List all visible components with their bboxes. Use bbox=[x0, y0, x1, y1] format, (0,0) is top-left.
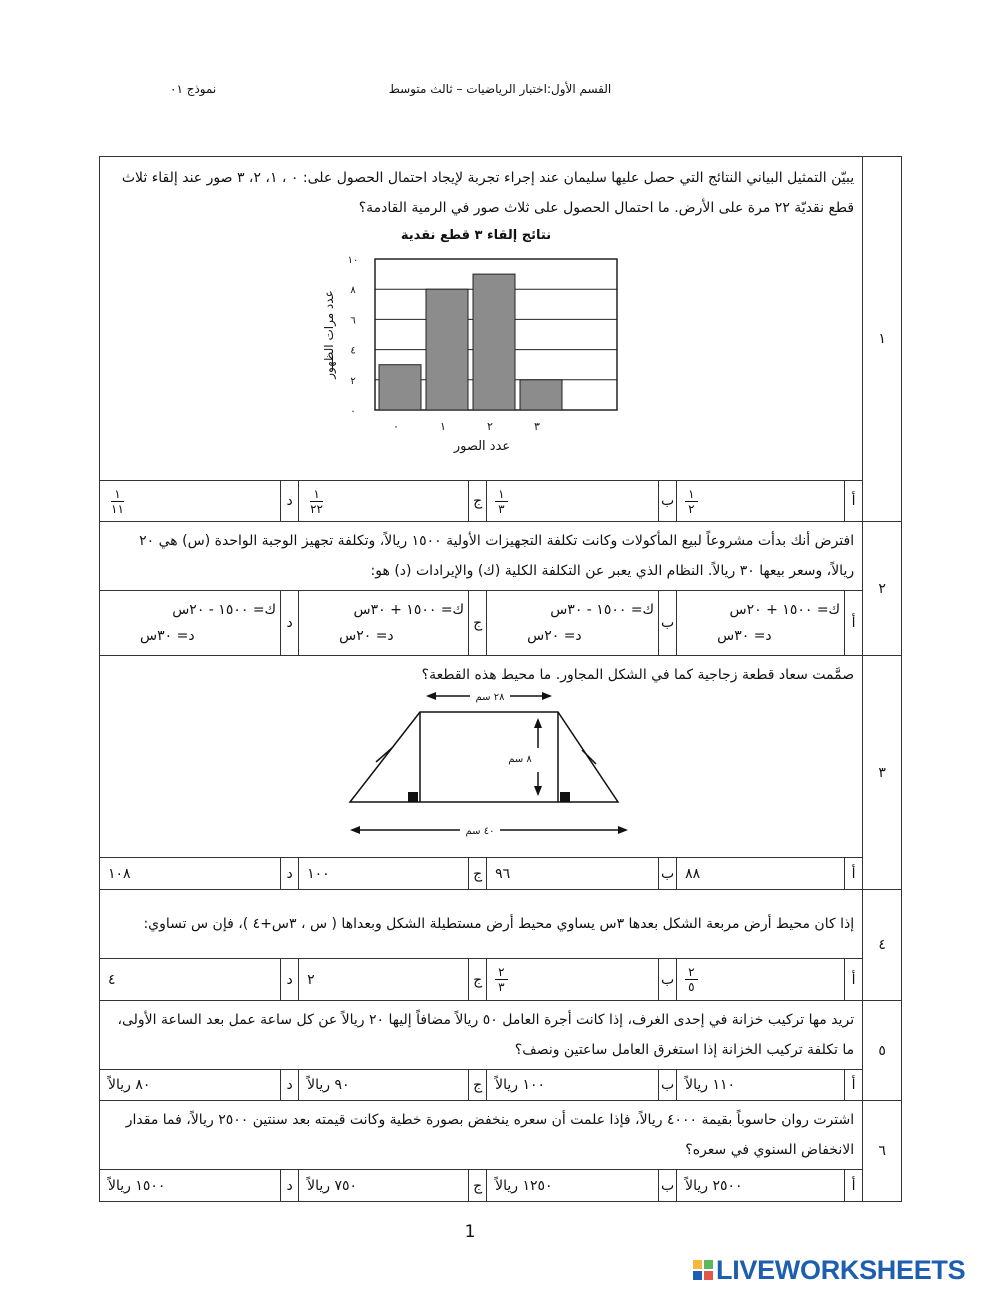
arrowhead bbox=[542, 692, 552, 700]
y-tick-label: ١٠ bbox=[347, 254, 359, 266]
bar bbox=[379, 364, 421, 409]
option-label: د bbox=[281, 1170, 299, 1202]
option-label: ج bbox=[469, 1170, 487, 1202]
option-c[interactable] bbox=[299, 591, 469, 656]
bar bbox=[473, 274, 515, 410]
x-tick-label: ٣ bbox=[534, 419, 541, 433]
x-tick-label: ٠ bbox=[393, 419, 400, 433]
arrowhead bbox=[534, 786, 542, 796]
equation-line: ك= ١٥٠٠ + ٢٠س bbox=[729, 602, 841, 618]
fraction: $\frac{٢}{٥}$ bbox=[685, 966, 697, 993]
y-tick-label: ٢ bbox=[350, 375, 356, 387]
equation-line: د= ٢٠س bbox=[339, 628, 394, 644]
fraction: $\frac{٢}{٣}$ bbox=[495, 966, 507, 993]
arrowhead bbox=[350, 826, 360, 834]
option-b[interactable]: ٩٦ bbox=[487, 858, 659, 890]
equation-line: د= ٢٠س bbox=[527, 628, 582, 644]
bar bbox=[426, 289, 468, 410]
question-text: افترض أنك بدأت مشروعاً لبيع المأكولات وكانت تكلفة التجهيزات الأولية ١٥٠٠ ريالاً، وتكلفة تجهيز الوجبة الواحدة (س) هي ٢٠ ريالاً، وسعر بيعها ٣٠ ريالاً. النظام الذي يعبر عن التكلفة الكلية (ك) والإيرادات (د) هو: bbox=[100, 522, 863, 591]
equation-line: د= ٣٠س bbox=[717, 628, 772, 644]
question-number: ٤ bbox=[863, 890, 902, 1001]
option-label: د bbox=[281, 591, 299, 656]
option-label: ب bbox=[659, 591, 677, 656]
option-c[interactable]: ٩٠ ريالاً bbox=[299, 1070, 469, 1101]
option-d[interactable]: ٨٠ ريالاً bbox=[100, 1070, 281, 1101]
option-b[interactable] bbox=[487, 959, 659, 1001]
right-angle-marker bbox=[408, 792, 418, 802]
option-a[interactable] bbox=[677, 481, 845, 522]
arrowhead bbox=[618, 826, 628, 834]
tick-mark bbox=[376, 748, 392, 762]
fraction: $\frac{١}{١١}$ bbox=[111, 486, 124, 516]
option-d[interactable] bbox=[100, 591, 281, 656]
question-text: صمَّمت سعاد قطعة زجاجية كما في الشكل المجاور. ما محيط هذه القطعة؟ bbox=[421, 667, 855, 683]
option-label: أ bbox=[845, 1070, 863, 1101]
arrowhead bbox=[426, 692, 436, 700]
top-base-label: ٢٨ سم bbox=[475, 692, 505, 703]
option-c[interactable] bbox=[299, 481, 469, 522]
brand-name: LIVEWORKSHEETS bbox=[716, 1254, 966, 1285]
model-number: نموذج ٠١ bbox=[170, 82, 217, 96]
y-tick-label: ٦ bbox=[350, 314, 356, 326]
chart-title: نتائج إلقاء ٣ قطع نقدية bbox=[400, 227, 552, 243]
x-axis-label: عدد الصور bbox=[453, 438, 511, 454]
right-angle-marker bbox=[560, 792, 570, 802]
question-number: ٣ bbox=[863, 656, 902, 890]
option-label: د bbox=[281, 1070, 299, 1101]
option-label: ب bbox=[659, 858, 677, 890]
exam-table bbox=[99, 156, 902, 1202]
option-d[interactable]: ١٠٨ bbox=[100, 858, 281, 890]
option-label: ج bbox=[469, 481, 487, 522]
bar-chart bbox=[317, 223, 647, 475]
option-a[interactable]: ١١٠ ريالاً bbox=[677, 1070, 845, 1101]
liveworksheets-logo bbox=[693, 1256, 965, 1284]
bar bbox=[520, 379, 562, 409]
option-b[interactable] bbox=[487, 481, 659, 522]
question-text: إذا كان محيط أرض مربعة الشكل بعدها ٣س يساوي محيط أرض مستطيلة الشكل وبعداها ( س ، ٣س+٤ )، فإن س تساوي: bbox=[100, 890, 863, 959]
logo-icon bbox=[693, 1260, 713, 1280]
option-label: ب bbox=[659, 1070, 677, 1101]
option-label: د bbox=[281, 481, 299, 522]
trapezoid-shape bbox=[350, 712, 618, 802]
option-label: ج bbox=[469, 959, 487, 1001]
option-label: أ bbox=[845, 959, 863, 1001]
question-cell bbox=[100, 656, 863, 858]
y-tick-label: ٤ bbox=[350, 345, 356, 357]
y-tick-label: ٠ bbox=[350, 405, 356, 417]
option-label: ب bbox=[659, 959, 677, 1001]
option-a[interactable]: ٢٥٠٠ ريالاً bbox=[677, 1170, 845, 1202]
option-b[interactable]: ١٠٠ ريالاً bbox=[487, 1070, 659, 1101]
question-number: ٥ bbox=[863, 1001, 902, 1101]
fraction: $\frac{١}{٢٢}$ bbox=[310, 486, 323, 516]
option-label: ج bbox=[469, 858, 487, 890]
option-label: أ bbox=[845, 481, 863, 522]
arrowhead bbox=[534, 718, 542, 728]
y-tick-label: ٨ bbox=[350, 284, 356, 296]
equation-line: ك= ١٥٠٠ - ٢٠س bbox=[172, 602, 277, 618]
option-d[interactable]: ٤ bbox=[100, 959, 281, 1001]
option-label: أ bbox=[845, 1170, 863, 1202]
option-label: ج bbox=[469, 1070, 487, 1101]
question-number: ١ bbox=[863, 157, 902, 522]
question-number: ٦ bbox=[863, 1101, 902, 1202]
tick-mark bbox=[582, 750, 596, 764]
header-title: القسم الأول:اختبار الرياضيات – ثالث متوسط bbox=[388, 82, 612, 96]
equation-line: ك= ١٥٠٠ + ٣٠س bbox=[353, 602, 465, 618]
x-tick-label: ١ bbox=[440, 419, 447, 433]
option-label: أ bbox=[845, 858, 863, 890]
option-a[interactable] bbox=[677, 959, 845, 1001]
option-label: ب bbox=[659, 1170, 677, 1202]
question-text: يبيّن التمثيل البياني النتائج التي حصل عليها سليمان عند إجراء تجربة لإيجاد احتمال الحصول على: ٠ ، ١، ٢، ٣ صور عند إلقاء ثلاث قطع نقديّة ٢٢ مرة على الأرض. ما احتمال الحصول على ثلاث صور في الرمية القادمة؟ bbox=[121, 169, 855, 216]
equation-line: د= ٣٠س bbox=[140, 628, 195, 644]
fraction: $\frac{١}{٣}$ bbox=[495, 488, 507, 515]
option-a[interactable] bbox=[677, 591, 845, 656]
option-c[interactable]: ٧٥٠ ريالاً bbox=[299, 1170, 469, 1202]
option-d[interactable]: ١٥٠٠ ريالاً bbox=[100, 1170, 281, 1202]
option-c[interactable]: ١٠٠ bbox=[299, 858, 469, 890]
option-label: ب bbox=[659, 481, 677, 522]
x-tick-label: ٢ bbox=[487, 419, 494, 433]
option-label: د bbox=[281, 959, 299, 1001]
option-label: د bbox=[281, 858, 299, 890]
option-label: أ bbox=[845, 591, 863, 656]
option-b[interactable]: ١٢٥٠ ريالاً bbox=[487, 1170, 659, 1202]
y-axis-label: عدد مرات الظهور bbox=[322, 289, 337, 379]
bottom-base-label: ٤٠ سم bbox=[465, 826, 495, 837]
option-d[interactable] bbox=[100, 481, 281, 522]
trapezoid-figure bbox=[340, 690, 640, 840]
option-c[interactable]: ٢ bbox=[299, 959, 469, 1001]
equation-line: ك= ١٥٠٠ - ٣٠س bbox=[550, 602, 655, 618]
option-label: ج bbox=[469, 591, 487, 656]
fraction: $\frac{١}{٢}$ bbox=[685, 488, 697, 515]
question-text: تريد مها تركيب خزانة في إحدى الغرف، إذا كانت أجرة العامل ٥٠ ريالاً مضافاً إليها ٢٠ ريالاً عن كل ساعة عمل بعد الساعة الأولى، ما تكلفة تركيب الخزانة إذا استغرق العامل ساعتين ونصف؟ bbox=[100, 1001, 863, 1070]
page-number: 1 bbox=[464, 1222, 476, 1242]
option-a[interactable]: ٨٨ bbox=[677, 858, 845, 890]
question-text: اشترت روان حاسوباً بقيمة ٤٠٠٠ ريالاً، فإذا علمت أن سعره ينخفض بصورة خطية وكانت قيمته بعد سنتين ٢٥٠٠ ريالاً، فما مقدار الانخفاض السنوي في سعره؟ bbox=[100, 1101, 863, 1170]
option-b[interactable] bbox=[487, 591, 659, 656]
height-label: ٨ سم bbox=[508, 754, 532, 765]
question-cell bbox=[100, 157, 863, 481]
question-number: ٢ bbox=[863, 522, 902, 656]
